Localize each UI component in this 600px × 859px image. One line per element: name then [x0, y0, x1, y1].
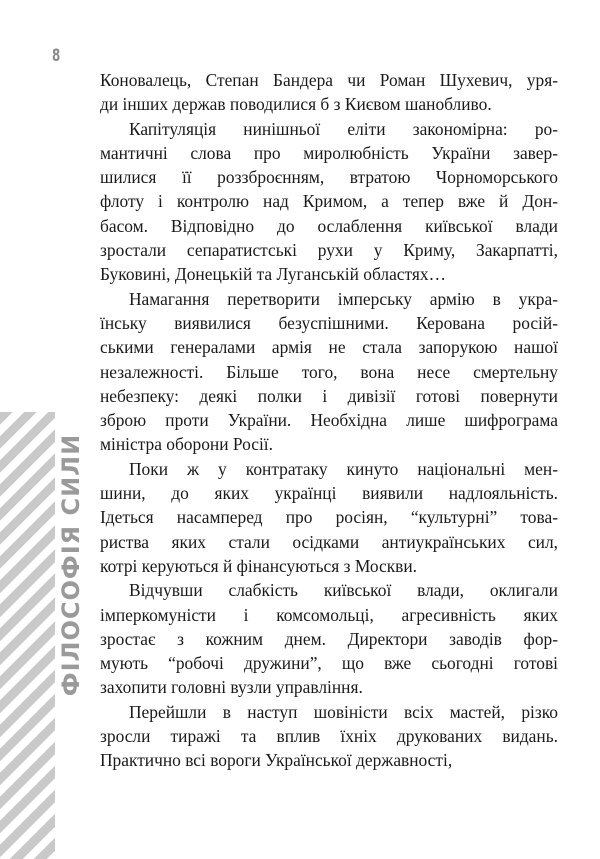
decorative-stripe-band [0, 412, 55, 859]
text-line: флоту і контролю над Кримом, а тепер вже й Дон- [100, 191, 558, 212]
paragraph [100, 68, 558, 117]
text-line: мантичні слова про миролюбність України завер- [100, 142, 558, 163]
paragraph [100, 700, 558, 773]
body-text [100, 68, 558, 773]
text-line: Ідеться насамперед про росіян, “культурні” това- [100, 507, 558, 528]
paragraph [100, 578, 558, 699]
text-line: Буковині, Донецькій та Луганській областях… [100, 264, 446, 285]
text-line: зростає з кожним днем. Директори заводів фор- [100, 628, 558, 649]
text-line: Практично всі вороги Української державності, [100, 750, 453, 771]
text-line: небезпеку: деякі полки і дивізії готові повернути [100, 385, 558, 406]
text-line: риства яких стали осідками антиукраїнських сил, [100, 531, 558, 552]
text-line: їнську виявилися безуспішними. Керована росій- [100, 312, 558, 333]
side-book-title: ФІЛОСОФІЯ СИЛИ [57, 433, 85, 697]
text-line: котрі керуються й фінансуються з Москви. [100, 555, 418, 576]
page-number: 8 [52, 46, 61, 66]
text-line: шини, до яких українці виявили надлояльність. [100, 483, 558, 504]
text-line: Намагання перетворити імперську армію в укра- [129, 288, 558, 309]
text-line: міністра оборони Росії. [100, 434, 273, 455]
paragraph [100, 457, 558, 578]
text-line: Відчувши слабкість київської влади, оклигали [129, 580, 558, 601]
text-line: ськими генералами армія не стала запорукою нашої [100, 337, 558, 358]
text-line: басом. Відповідно до ослаблення київської влади [100, 215, 558, 236]
text-line: ди інших держав поводилися б з Києвом шанобливо. [100, 94, 492, 115]
paragraph [100, 117, 558, 287]
text-line: імперкомуністи і комсомольці, агресивність яких [100, 604, 558, 625]
text-line: незалежності. Більше того, вона несе смертельну [100, 361, 558, 382]
text-line: зростали сепаратистські рухи у Криму, Закарпатті, [100, 240, 558, 261]
text-line: Поки ж у контратаку кинуто національні мен- [129, 458, 558, 479]
text-line: Коновалець, Степан Бандера чи Роман Шухевич, уря- [100, 70, 558, 90]
text-line: Капітуляція нинішньої еліти закономірна: ро- [129, 118, 558, 139]
text-line: зросли тиражі та вплив їхніх друкованих видань. [100, 726, 558, 747]
text-line: Перейшли в наступ шовіністи всіх мастей, різко [129, 701, 558, 722]
text-line: шилися її роззброєнням, втратою Чорноморського [100, 167, 558, 188]
paragraph [100, 287, 558, 457]
text-line: мують “робочі дружини”, що вже сьогодні готові [100, 653, 558, 674]
text-line: зброю проти України. Необхідна лише шифрограма [100, 410, 558, 431]
text-line: захопити головні вузли управління. [100, 677, 363, 698]
